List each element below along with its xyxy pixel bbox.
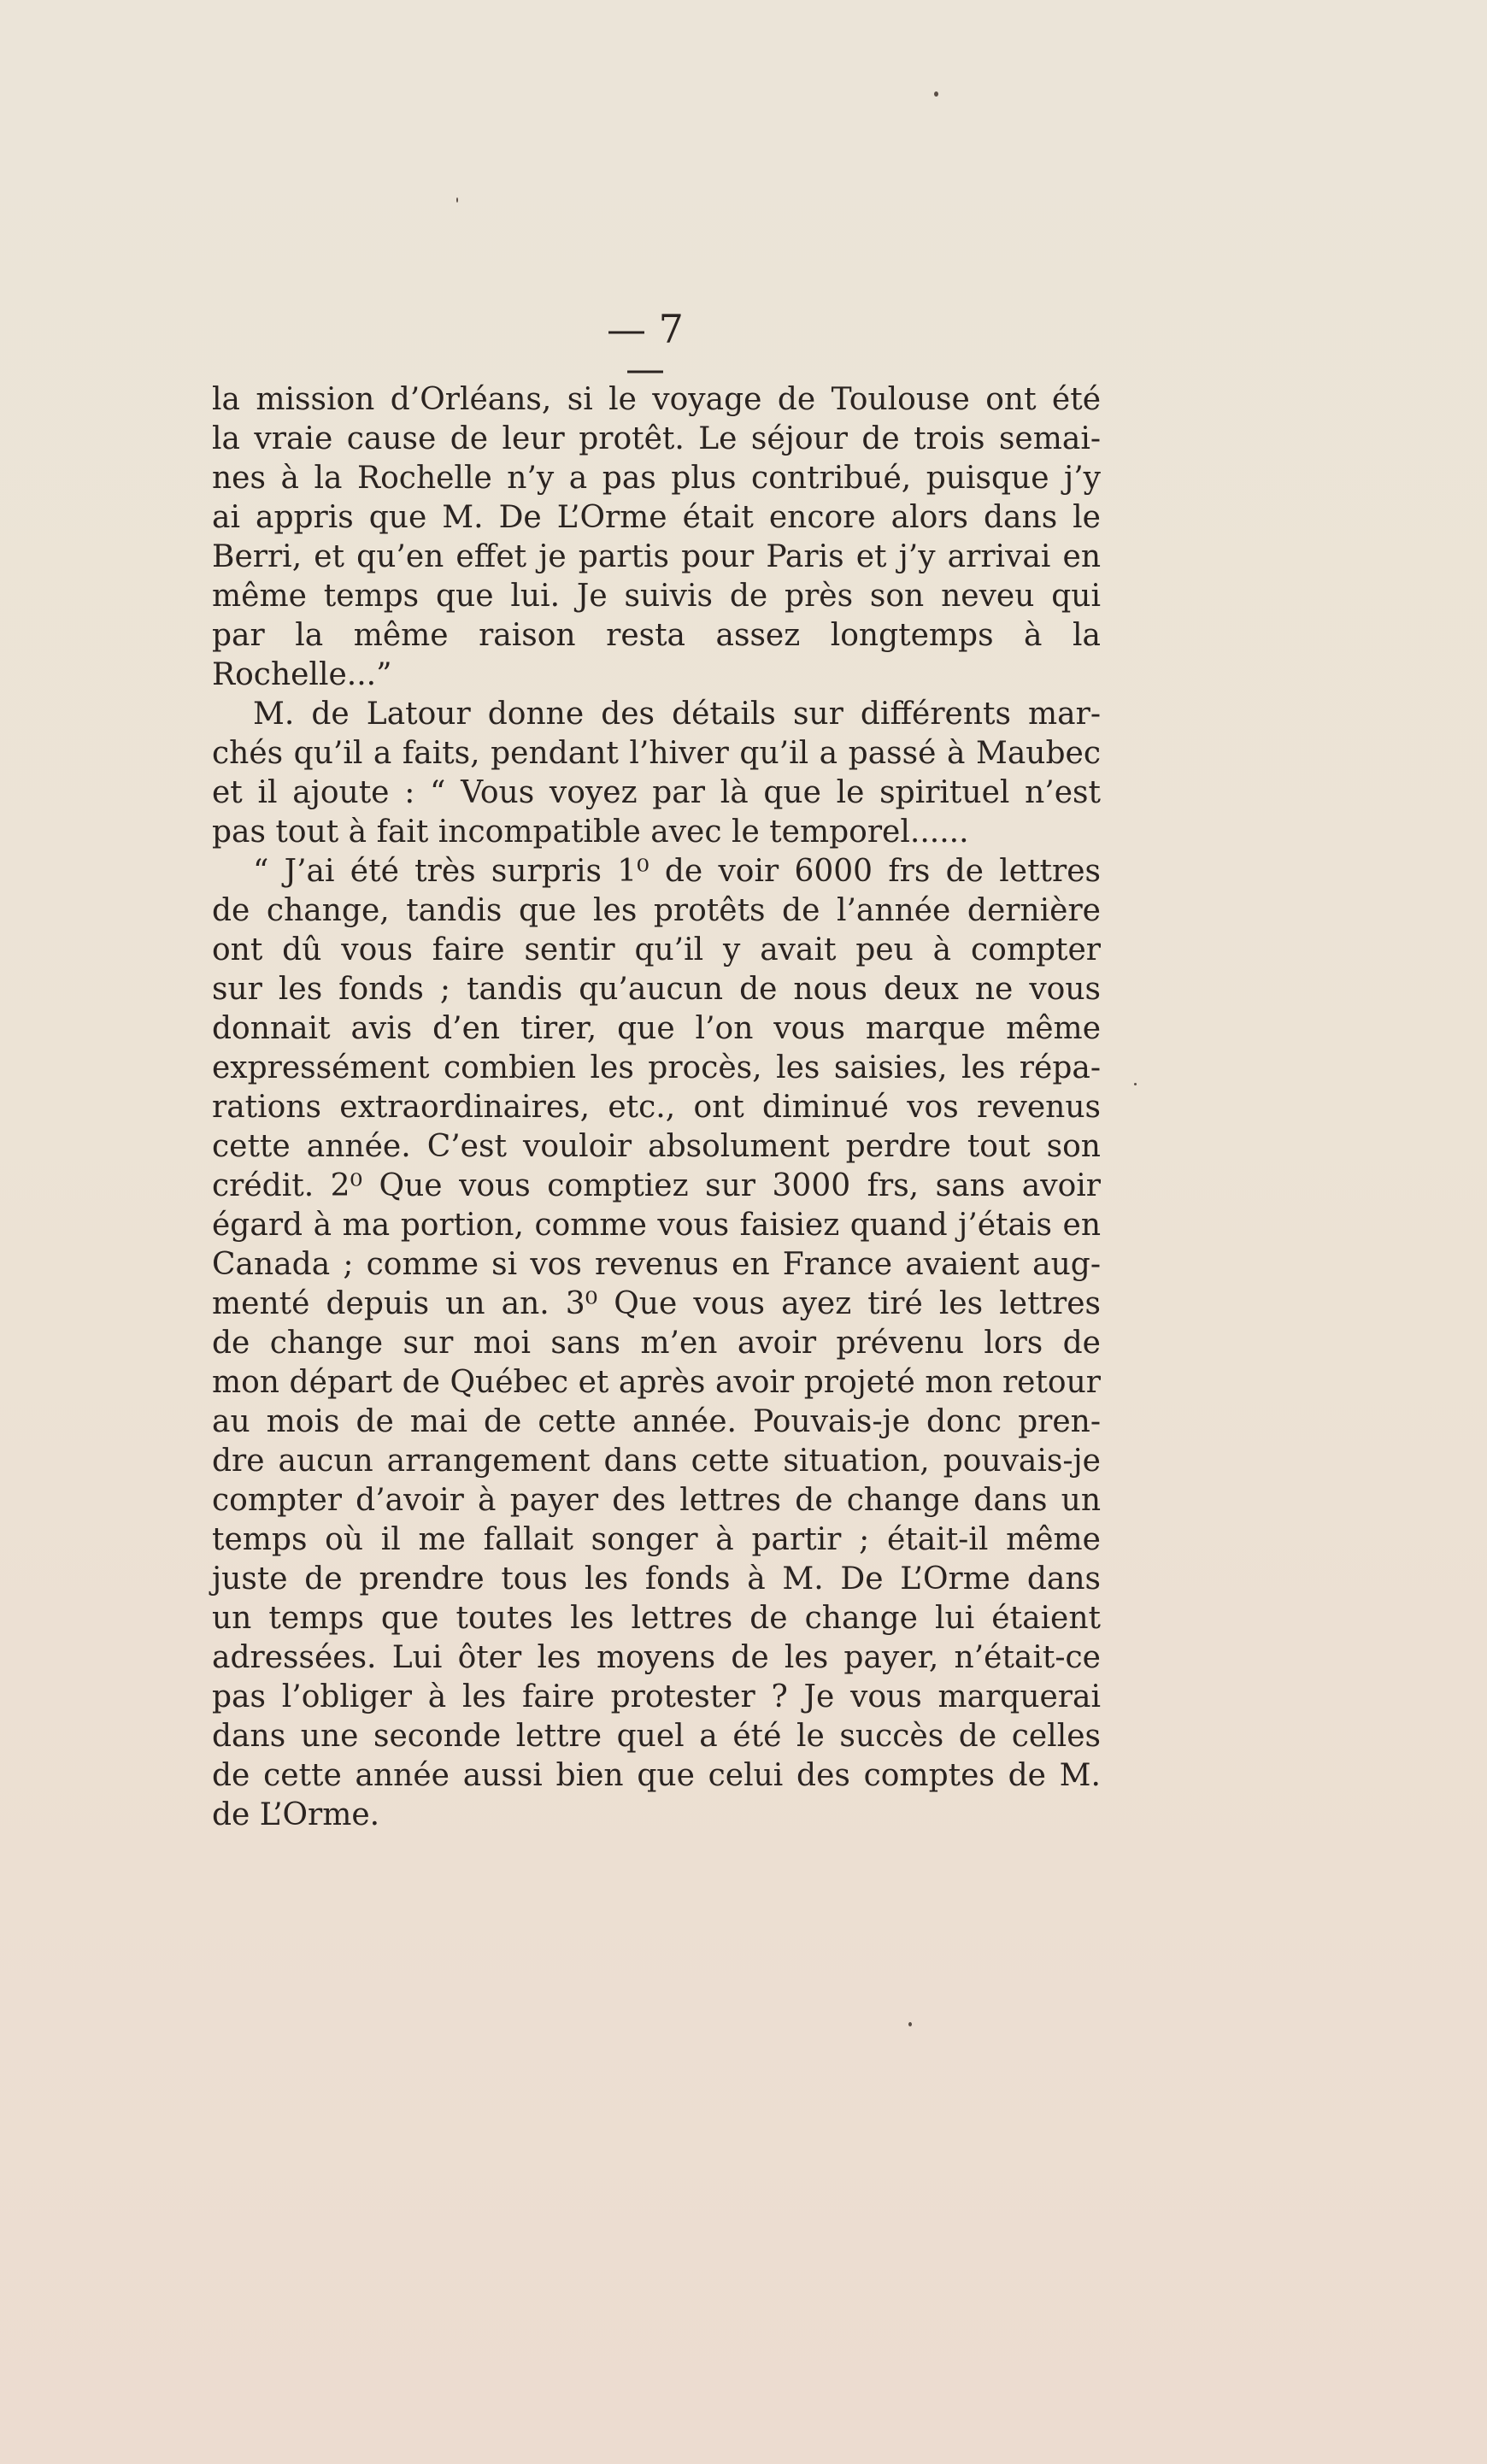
text-line: dre aucun arrangement dans cette situation, pouvais-je	[212, 1444, 1101, 1479]
text-line: adressées. Lui ôter les moyens de les payer, n’était-ce	[212, 1640, 1101, 1675]
text-line: mon départ de Québec et après avoir projeté mon retour	[212, 1365, 1101, 1400]
paper-speck	[908, 2022, 912, 2026]
text-line: “ J’ai été très surpris 1⁰ de voir 6000 frs de lettres	[253, 854, 1101, 889]
text-line: chés qu’il a faits, pendant l’hiver qu’il a passé à Maubec	[212, 736, 1101, 771]
paper-speck	[1134, 1083, 1137, 1085]
text-line: temps où il me fallait songer à partir ; était-il même	[212, 1522, 1101, 1557]
text-line: sur les fonds ; tandis qu’aucun de nous deux ne vous	[212, 972, 1101, 1007]
text-line: la vraie cause de leur protêt. Le séjour de trois semai-	[212, 421, 1101, 456]
text-line: Canada ; comme si vos revenus en France avaient aug-	[212, 1247, 1101, 1282]
text-line: Berri, et qu’en effet je partis pour Paris et j’y arrivai en	[212, 539, 1101, 574]
text-line: ont dû vous faire sentir qu’il y avait peu à compter	[212, 932, 1101, 967]
text-line: de change sur moi sans m’en avoir prévenu lors de	[212, 1326, 1101, 1361]
text-line: expressément combien les procès, les saisies, les répa-	[212, 1050, 1101, 1085]
text-line: dans une seconde lettre quel a été le succès de celles	[212, 1719, 1101, 1754]
text-line: compter d’avoir à payer des lettres de change dans un	[212, 1483, 1101, 1518]
text-line: de change, tandis que les protêts de l’année dernière	[212, 893, 1101, 928]
text-line: nes à la Rochelle n’y a pas plus contribué, puisque j’y	[212, 461, 1101, 496]
text-line: donnait avis d’en tirer, que l’on vous marque même	[212, 1011, 1101, 1046]
text-line: pas l’obliger à les faire protester ? Je vous marquerai	[212, 1679, 1101, 1714]
text-line: juste de prendre tous les fonds à M. De L’Orme dans	[212, 1561, 1101, 1597]
text-line: au mois de mai de cette année. Pouvais-je donc pren-	[212, 1404, 1101, 1439]
text-line: crédit. 2⁰ Que vous comptiez sur 3000 frs, sans avoir	[212, 1168, 1101, 1203]
text-line: menté depuis un an. 3⁰ Que vous ayez tiré les lettres	[212, 1286, 1101, 1321]
text-line: la mission d’Orléans, si le voyage de Toulouse ont été	[212, 382, 1101, 417]
text-line: égard à ma portion, comme vous faisiez quand j’étais en	[212, 1208, 1101, 1243]
paper-speck	[456, 197, 458, 203]
text-line: M. de Latour donne des détails sur différents mar-	[253, 697, 1101, 732]
text-line: ai appris que M. De L’Orme était encore alors dans le	[212, 500, 1101, 535]
text-line: par la même raison resta assez longtemps à la	[212, 618, 1101, 653]
page-number: — 7 —	[607, 306, 684, 391]
paper-speck	[934, 91, 938, 97]
text-line: un temps que toutes les lettres de change lui étaient	[212, 1601, 1101, 1636]
text-line: même temps que lui. Je suivis de près son neveu qui	[212, 579, 1101, 614]
text-line: Rochelle...”	[212, 657, 392, 692]
text-line: pas tout à fait incompatible avec le temporel......	[212, 814, 969, 850]
text-line: cette année. C’est vouloir absolument perdre tout son	[212, 1129, 1101, 1164]
body-text	[212, 380, 1101, 1835]
text-line: de L’Orme.	[212, 1797, 380, 1832]
text-line: rations extraordinaires, etc., ont diminué vos revenus	[212, 1090, 1101, 1125]
text-line: et il ajoute : “ Vous voyez par là que le spirituel n’est	[212, 775, 1101, 810]
text-line: de cette année aussi bien que celui des comptes de M.	[212, 1758, 1101, 1793]
